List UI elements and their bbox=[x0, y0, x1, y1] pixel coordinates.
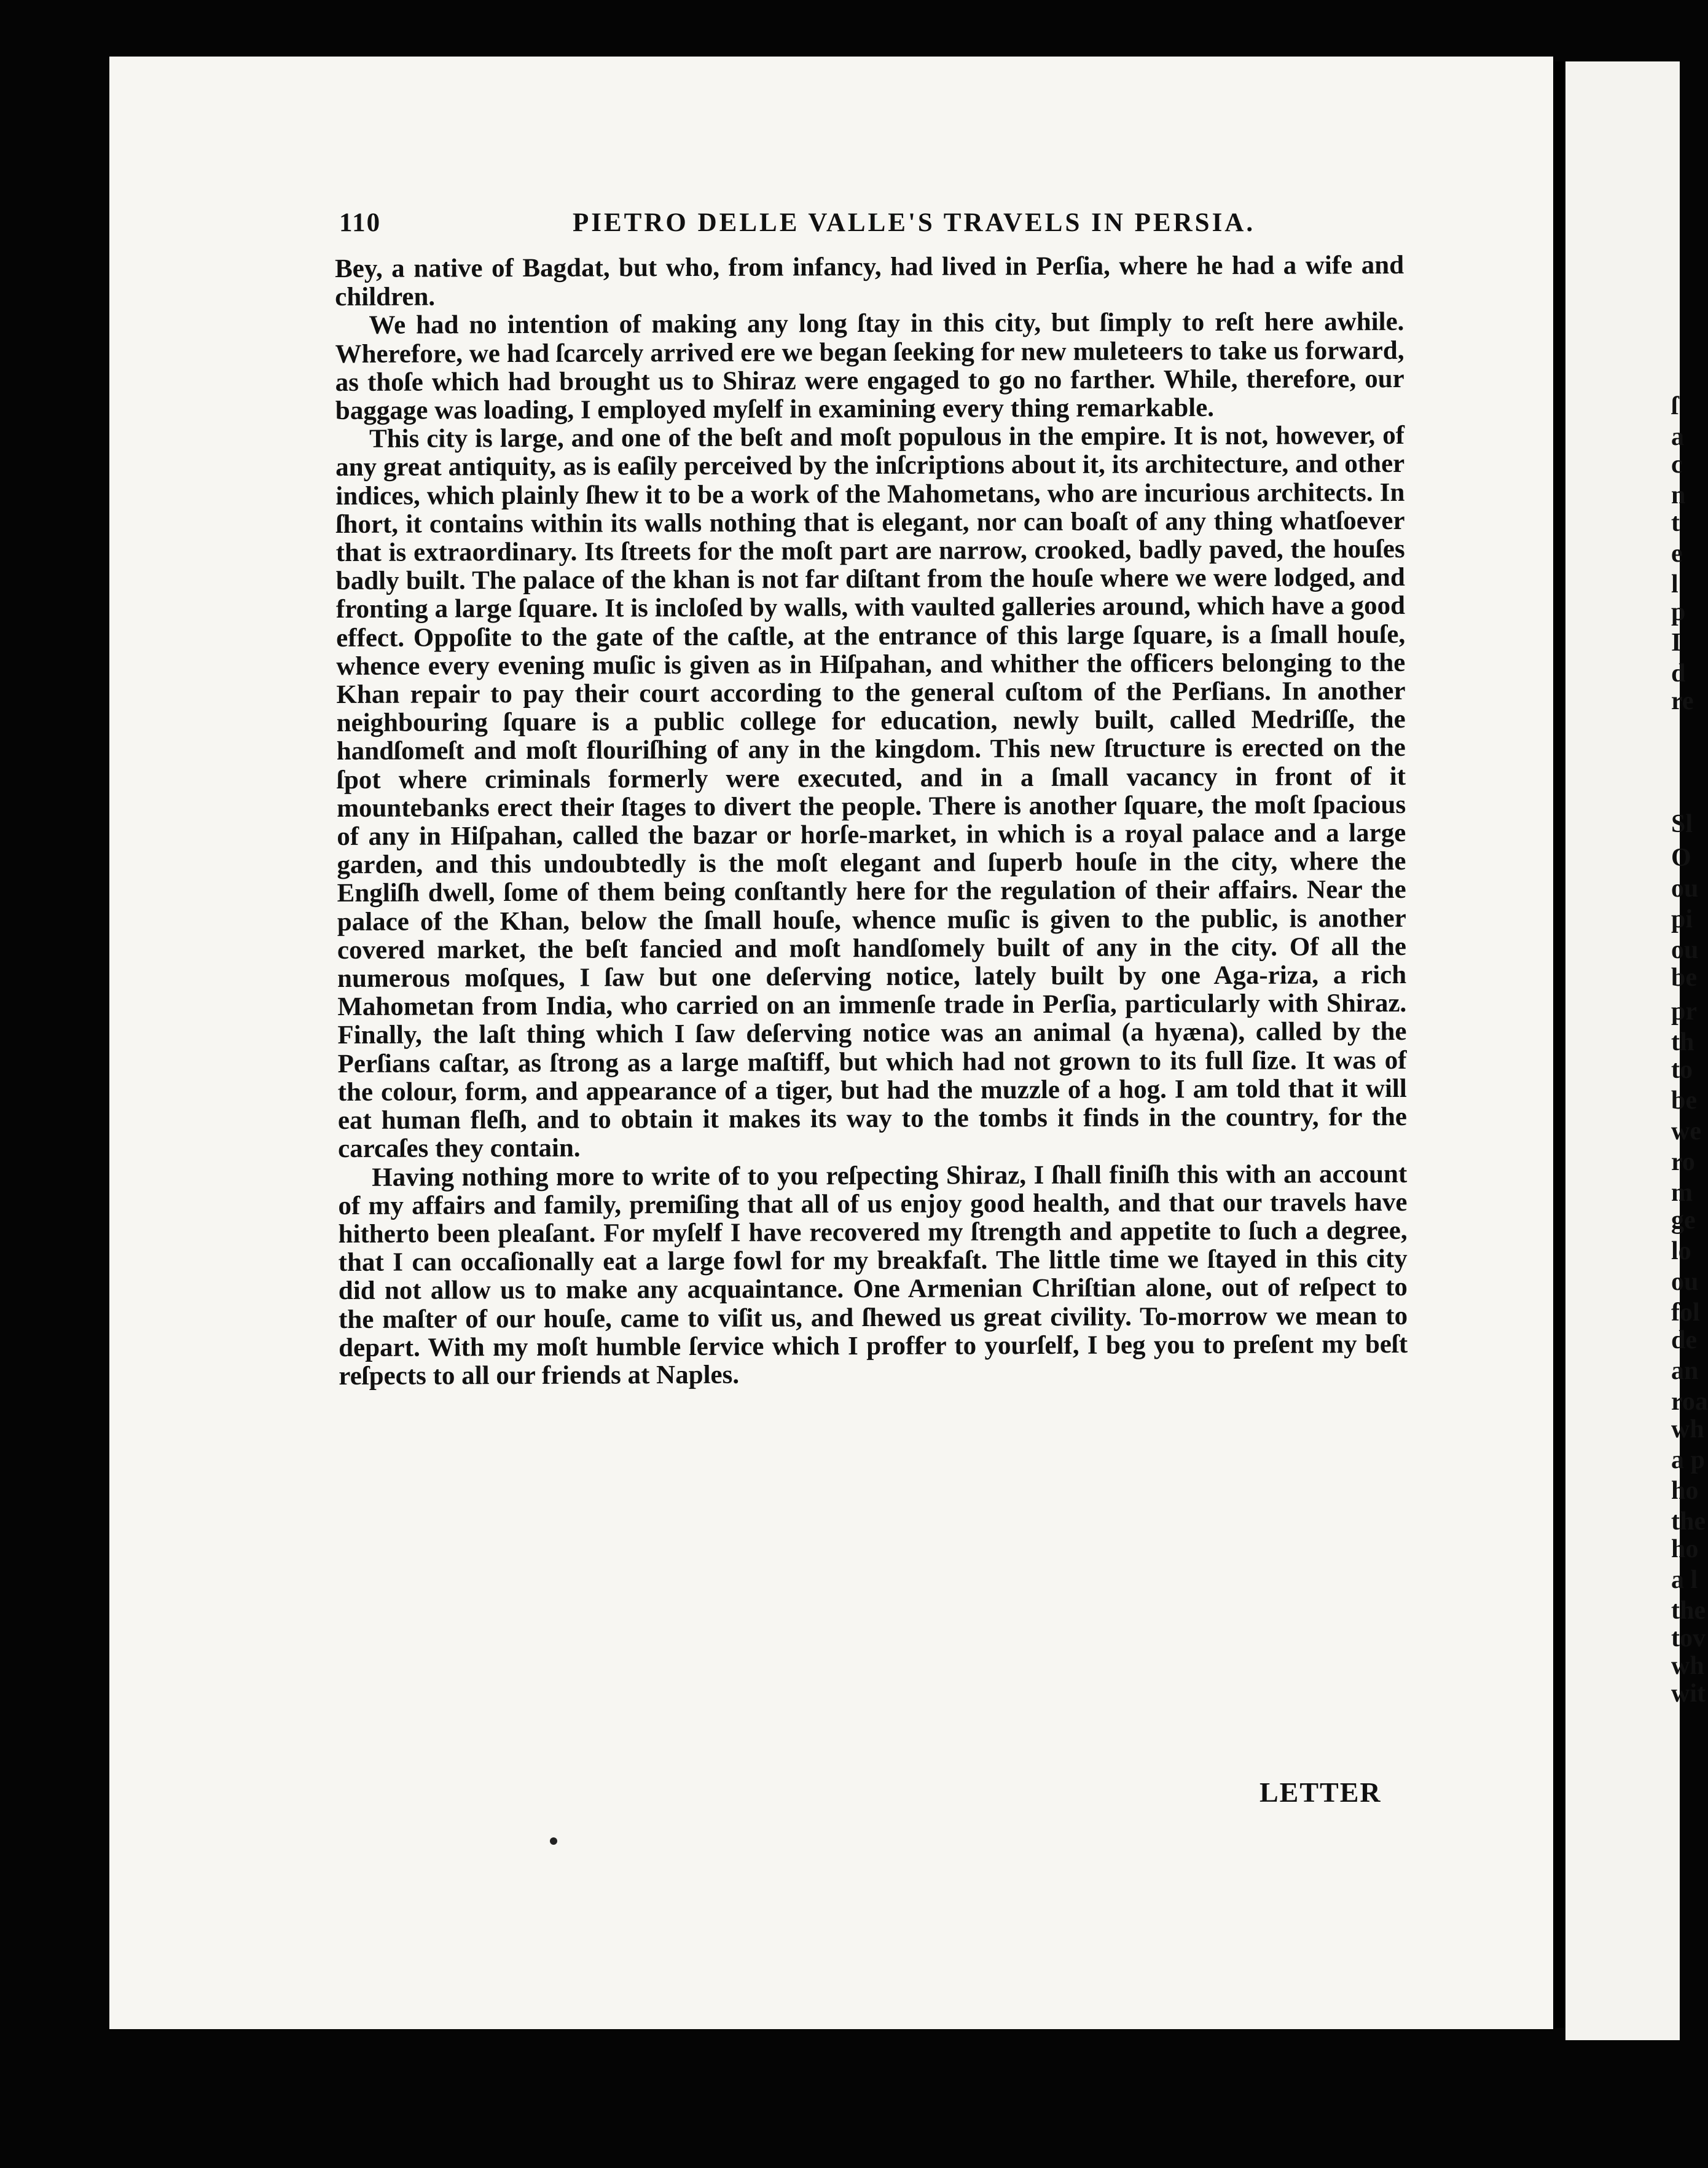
facing-page-fragment: de bbox=[1671, 1326, 1697, 1354]
facing-page-fragment: pi bbox=[1671, 905, 1693, 933]
facing-page-fragment: be bbox=[1671, 1086, 1697, 1115]
facing-page-fragment: ou bbox=[1671, 936, 1699, 964]
facing-page-fragment: n bbox=[1671, 481, 1686, 509]
facing-page-fragment: ro bbox=[1671, 1148, 1695, 1176]
paragraph: This city is large, and one of the beſt and moſt populous in the empire. It is not, however, of any great antiquity, as is eaſily perceived by the inſcriptions about it, its architecture, and other indices, which plainly ſhew it to be a work of the Mahometans, who are incurious architects. In ſhort, it contains within its walls nothing that is elegant, nor can boaſt of any thing whatſoever that is extraordinary. Its ſtreets for the moſt part are narrow, crooked, badly paved, the houſes badly built. The palace of the khan is not far diſtant from the houſe where we were lodged, and fronting a large ſquare. It is incloſed by walls, with vaulted galleries around, which have a good effect. Oppoſite to the gate of the caſtle, at the entrance of this large ſquare, is a ſmall houſe, whence every evening muſic is given as in Hiſpahan, and whither the officers belonging to the Khan repair to pay their court according to the general cuſtom of the Perſians. In another neighbouring ſquare is a public college for education, newly built, called Medriſſe, the handſomeſt and moſt flouriſhing of any in the kingdom. This new ſtructure is erected on the ſpot where criminals formerly were executed, and in a ſmall vacancy in front of it mountebanks erect their ſtages to divert the people. There is another ſquare, the moſt ſpacious of any in Hiſpahan, called the bazar or horſe-market, in which is a royal palace and a large garden, and this undoubtedly is the moſt elegant and ſuperb houſe in the city, where the Engliſh dwell, ſome of them being conſtantly here for the regulation of their affairs. Near the palace of the Khan, below the ſmall houſe, whence muſic is given to the public, is another covered market, the beſt fancied and moſt handſomely built of any in the city. Of all the numerous moſques, I ſaw but one deſerving notice, lately built by one Aga-riza, a rich Mahometan from India, who carried on an immenſe trade in Perſia, particularly with Shiraz. Finally, the laſt thing which I ſaw deſerving notice was an animal (a hyæna), called by the Perſians caſtar, as ſtrong as a large maſtiff, but which had not grown to its full ſize. It was of the colour, form, and appearance of a tiger, but had the muzzle of a hog. I am told that it will eat human fleſh, and to obtain it makes its way to the tombs it finds in the country, for the carcaſes they contain. bbox=[335, 421, 1407, 1164]
page-number: 110 bbox=[339, 208, 382, 237]
paragraph: Bey, a native of Bagdat, but who, from infancy, had lived in Perſia, where he had a wife and children. bbox=[334, 250, 1404, 312]
facing-page-fragment: re bbox=[1671, 687, 1694, 715]
facing-page-fragment: an bbox=[1671, 1357, 1699, 1385]
facing-page-fragment: c bbox=[1671, 450, 1683, 479]
facing-page-fragment: O bbox=[1671, 844, 1691, 872]
facing-page-fragment: ou bbox=[1671, 1268, 1699, 1296]
facing-page-fragment: I bbox=[1671, 629, 1682, 657]
facing-page-fragment: a l bbox=[1671, 1566, 1698, 1594]
facing-page-fragment: to bbox=[1671, 1056, 1693, 1084]
facing-page-fragment: fol bbox=[1671, 1298, 1700, 1327]
facing-page-fragment: d bbox=[1671, 659, 1686, 688]
facing-page-fragment: ou bbox=[1671, 874, 1699, 903]
facing-page-fragment: pr bbox=[1671, 997, 1697, 1026]
facing-page-fragment: e bbox=[1671, 540, 1683, 568]
running-title: PIETRO DELLE VALLE'S TRAVELS IN PERSIA. bbox=[573, 208, 1256, 237]
facing-page-fragment: the bbox=[1671, 1597, 1706, 1625]
facing-page-fragment: Sl bbox=[1671, 810, 1693, 838]
facing-page-fragment: m bbox=[1671, 1179, 1693, 1207]
facing-page-fragment: th bbox=[1671, 1028, 1694, 1056]
paragraph: We had no intention of making any long ſtay in this city, but ſimply to reſt here awhile. Wherefore, we had ſcarcely arrived ere we began ſeeking for new muleteers to take us forward, as thoſe which had brought us to Shiraz were engaged to go no farther. While, therefore, our baggage was loading, I employed myſelf in examining every thing remarkable. bbox=[335, 307, 1404, 426]
facing-page-fragment: ſ bbox=[1671, 392, 1679, 420]
facing-page-fragment: ho bbox=[1671, 1535, 1699, 1563]
facing-page-fragment: wh bbox=[1671, 1652, 1704, 1680]
facing-page-fragment: wh bbox=[1671, 1415, 1704, 1443]
facing-page-fragment: be bbox=[1671, 964, 1697, 992]
facing-page-fragment: we bbox=[1671, 1117, 1701, 1145]
facing-page-fragment: t bbox=[1671, 509, 1680, 537]
facing-page-fragment: roa bbox=[1671, 1388, 1708, 1416]
facing-page-fragment: p bbox=[1671, 598, 1686, 626]
facing-page-fragment: a bbox=[1671, 423, 1684, 451]
facing-page-fragment: l bbox=[1671, 570, 1679, 599]
page-header bbox=[339, 203, 1396, 246]
facing-page-fragment: lo bbox=[1671, 1237, 1691, 1265]
ink-spot bbox=[550, 1837, 557, 1845]
facing-page-fragment: ho bbox=[1671, 1477, 1699, 1505]
paragraph: Having nothing more to write of to you reſpecting Shiraz, I ſhall finiſh this with an account of my affairs and family, premiſing that all of us enjoy good health, and that our travels have hitherto been pleaſant. For myſelf I have recovered my ſtrength and appetite to ſuch a degree, that I can occaſionally eat a large fowl for my breakfaſt. The little time we ſtayed in this city did not allow us to make any acquaintance. One Armenian Chriſtian alone, out of reſpect to the maſter of our houſe, came to viſit us, and ſhewed us great civility. To-morrow we mean to depart. With my moſt humble ſervice which I proffer to yourſelf, I beg you to preſent my beſt reſpects to all our friends at Naples. bbox=[338, 1159, 1408, 1391]
facing-page-fragment: tov bbox=[1671, 1624, 1706, 1652]
body-text bbox=[335, 251, 1408, 1391]
facing-page-fragment: the bbox=[1671, 1507, 1706, 1536]
facing-page-fragment: a p bbox=[1671, 1446, 1705, 1474]
catchword: LETTER bbox=[1259, 1777, 1382, 1808]
facing-page bbox=[1565, 61, 1708, 2040]
facing-page-fragment: wit bbox=[1671, 1679, 1706, 1708]
facing-page-fragment: ge bbox=[1671, 1206, 1696, 1235]
